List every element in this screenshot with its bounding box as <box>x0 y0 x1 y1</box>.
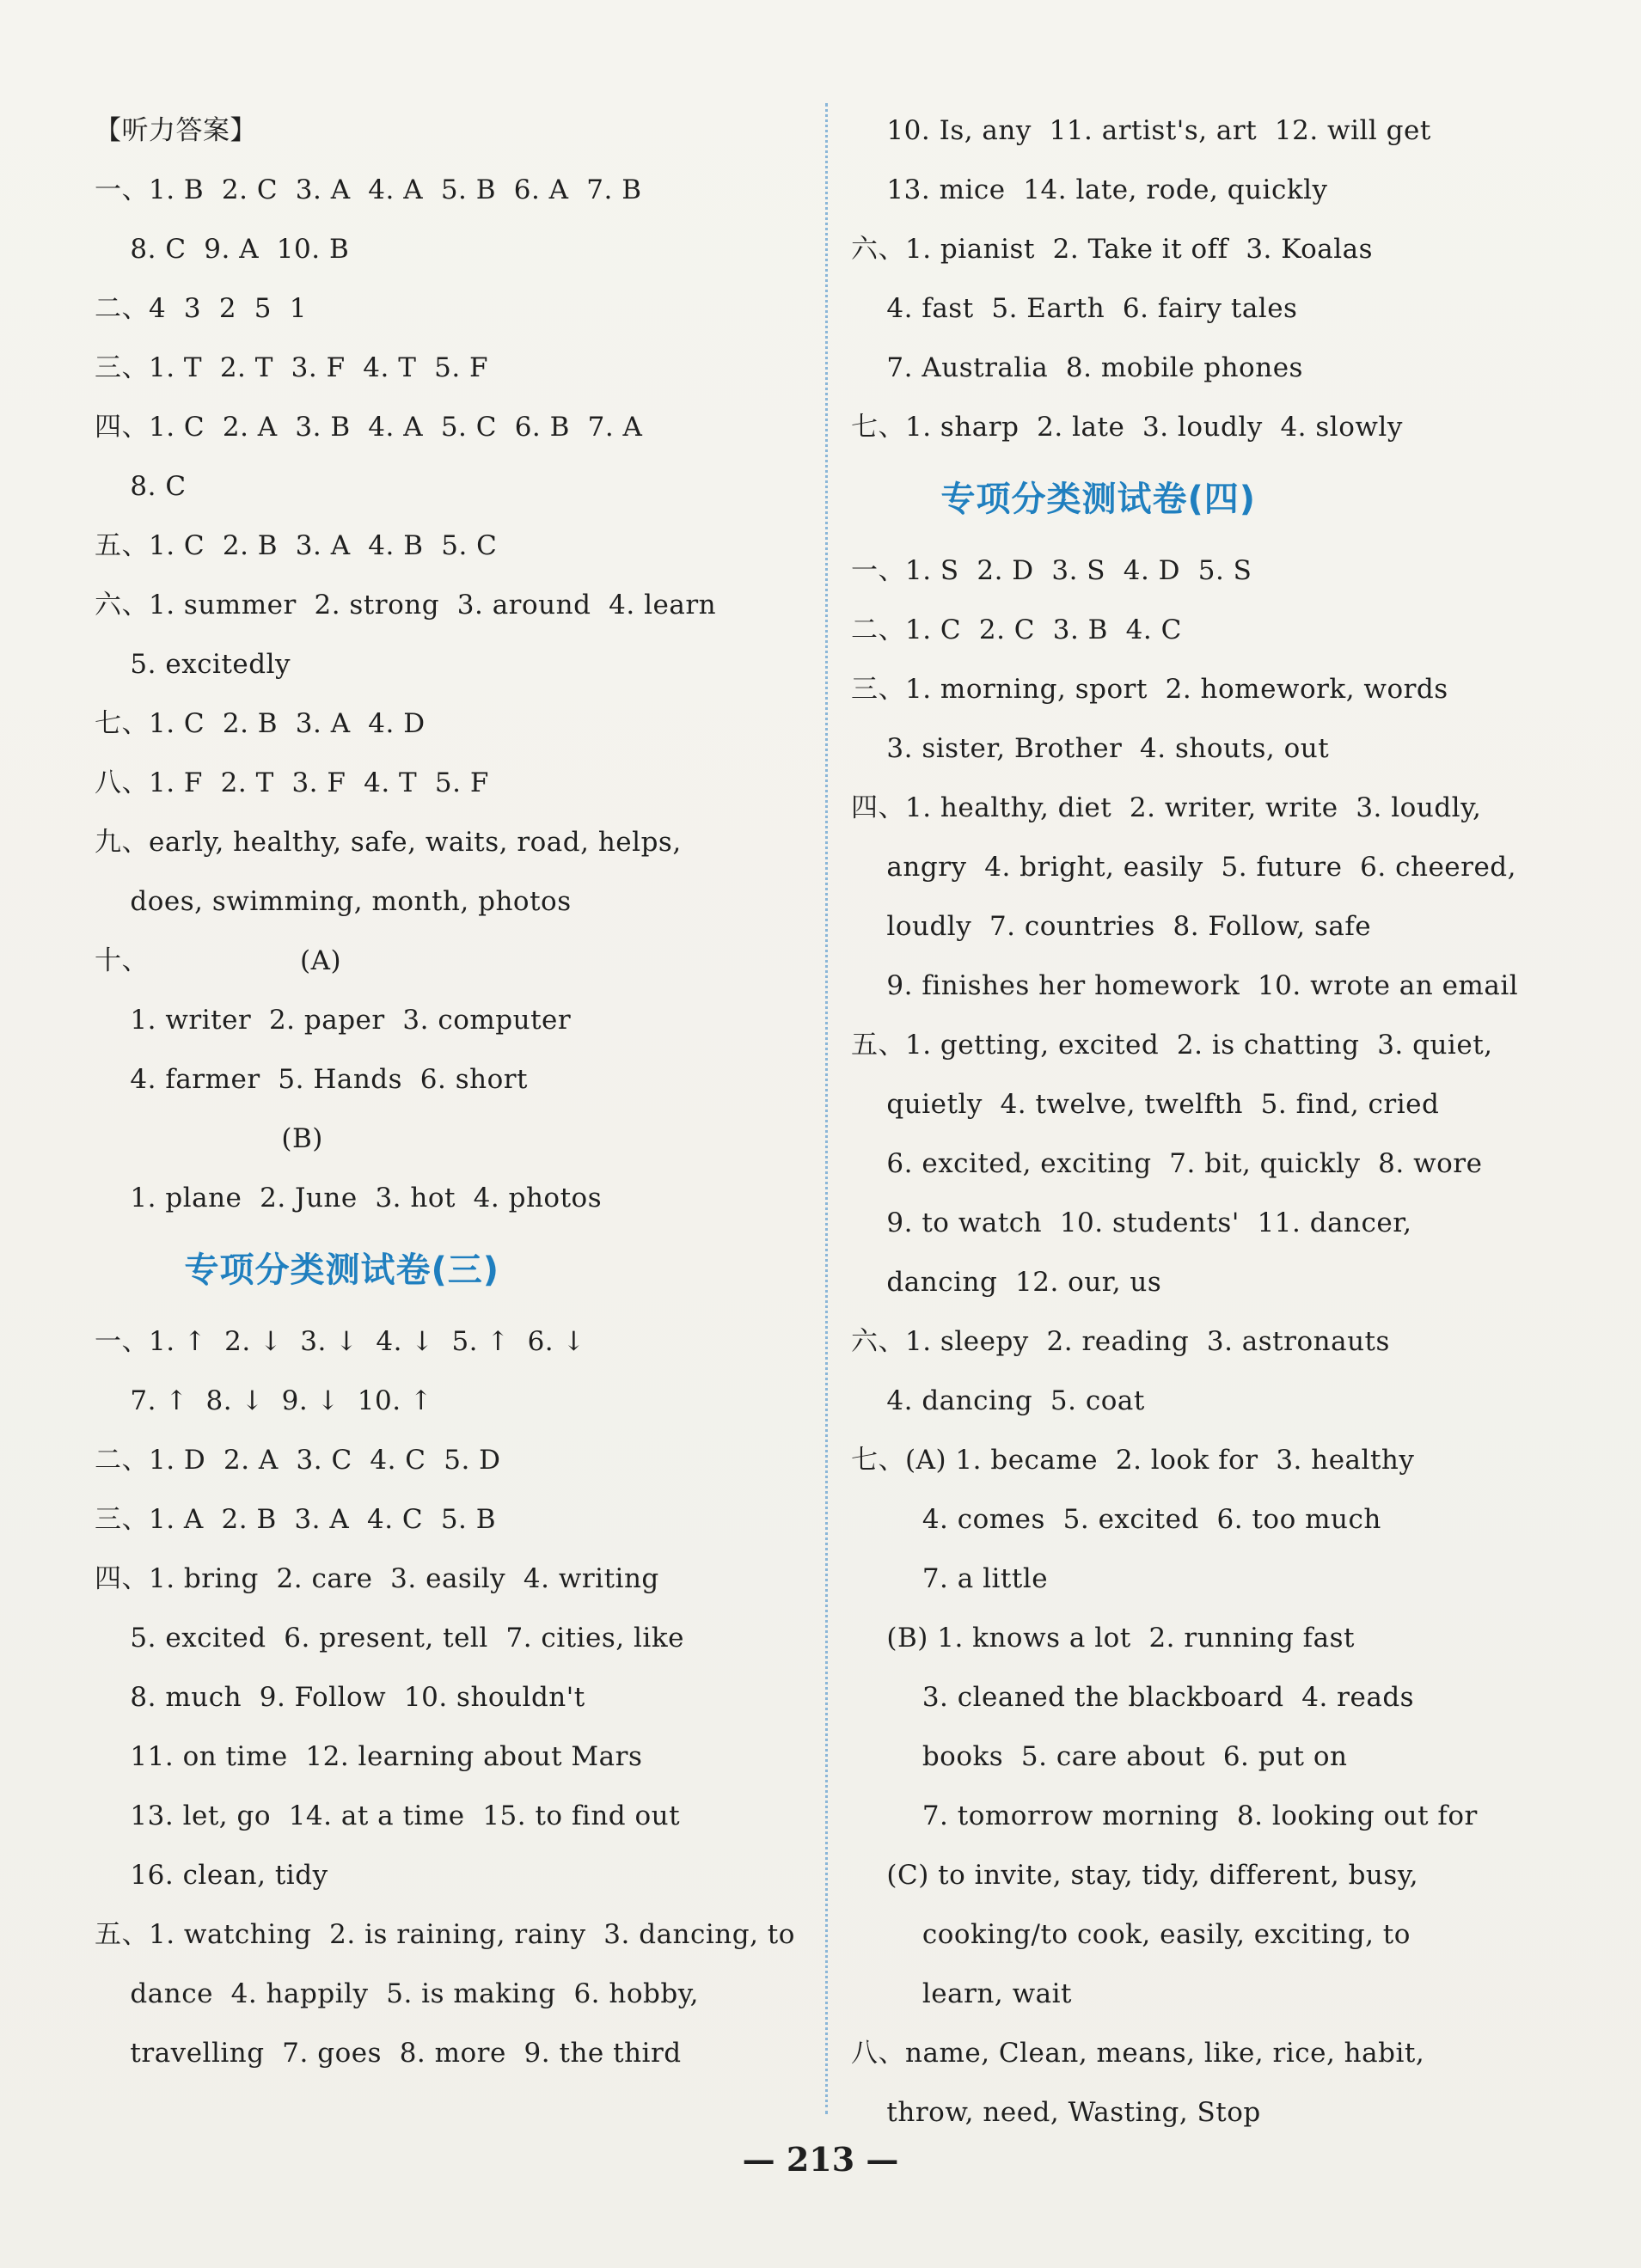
left-column <box>95 101 808 2083</box>
left-line: 二、4 3 2 5 1 <box>95 293 307 324</box>
right-line: (B) 1. knows a lot 2. running fast <box>851 1623 1356 1654</box>
left-line: 三、1. T 2. T 3. F 4. T 5. F <box>95 352 489 383</box>
left-line: 四、1. C 2. A 3. B 4. A 5. C 6. B 7. A <box>95 412 643 443</box>
left-line: travelling 7. goes 8. more 9. the third <box>95 2038 682 2069</box>
right-line: 7. Australia 8. mobile phones <box>851 352 1303 383</box>
left-line: 4. farmer 5. Hands 6. short <box>95 1064 529 1095</box>
left-line: 11. on time 12. learning about Mars <box>95 1741 643 1772</box>
section-heading: 专项分类测试卷(三) <box>95 1250 500 1290</box>
right-line: cooking/to cook, easily, exciting, to <box>851 1919 1411 1950</box>
right-line: 13. mice 14. late, rode, quickly <box>851 174 1328 205</box>
right-line: 9. finishes her homework 10. wrote an email <box>851 970 1519 1001</box>
right-line: (C) to invite, stay, tidy, different, busy, <box>851 1860 1419 1891</box>
right-line: loudly 7. countries 8. Follow, safe <box>851 911 1372 942</box>
left-line: (B) <box>95 1123 323 1154</box>
left-line: 六、1. summer 2. strong 3. around 4. learn <box>95 590 717 620</box>
left-line: dance 4. happily 5. is making 6. hobby, <box>95 1978 699 2009</box>
right-line: 三、1. morning, sport 2. homework, words <box>851 674 1448 705</box>
left-line: 【听力答案】 <box>95 115 257 146</box>
left-line: 8. much 9. Follow 10. shouldn't <box>95 1682 585 1713</box>
right-line: 六、1. pianist 2. Take it off 3. Koalas <box>851 234 1374 265</box>
left-line: 13. let, go 14. at a time 15. to find out <box>95 1800 681 1831</box>
right-line: dancing 12. our, us <box>851 1267 1162 1298</box>
section-heading: 专项分类测试卷(四) <box>851 480 1257 519</box>
right-line: books 5. care about 6. put on <box>851 1741 1348 1772</box>
left-line: 1. plane 2. June 3. hot 4. photos <box>95 1183 603 1213</box>
left-line: 九、early, healthy, safe, waits, road, helps, <box>95 827 682 858</box>
left-line: 1. writer 2. paper 3. computer <box>95 1005 572 1036</box>
right-line: 一、1. S 2. D 3. S 4. D 5. S <box>851 555 1252 586</box>
right-line: learn, wait <box>851 1978 1072 2009</box>
right-line: 七、1. sharp 2. late 3. loudly 4. slowly <box>851 412 1403 443</box>
column-divider <box>825 103 828 2114</box>
right-line: 4. dancing 5. coat <box>851 1385 1145 1416</box>
right-line: 9. to watch 10. students' 11. dancer, <box>851 1207 1412 1238</box>
left-line: 一、1. ↑ 2. ↓ 3. ↓ 4. ↓ 5. ↑ 6. ↓ <box>95 1326 585 1357</box>
right-line: 六、1. sleepy 2. reading 3. astronauts <box>851 1326 1390 1357</box>
left-line: 5. excitedly <box>95 649 291 680</box>
right-line: 四、1. healthy, diet 2. writer, write 3. loudly, <box>851 792 1482 823</box>
left-line: 8. C <box>95 471 187 502</box>
right-line: 五、1. getting, excited 2. is chatting 3. quiet, <box>851 1030 1493 1061</box>
left-line: 五、1. C 2. B 3. A 4. B 5. C <box>95 530 498 561</box>
left-line: 二、1. D 2. A 3. C 4. C 5. D <box>95 1445 501 1476</box>
right-line: 4. fast 5. Earth 6. fairy tales <box>851 293 1298 324</box>
right-line: 6. excited, exciting 7. bit, quickly 8. wore <box>851 1148 1483 1179</box>
left-line: 5. excited 6. present, tell 7. cities, like <box>95 1623 684 1654</box>
page-number: — 213 — <box>742 2140 899 2179</box>
left-line: 十、 (A) <box>95 945 342 976</box>
right-line: 4. comes 5. excited 6. too much <box>851 1504 1381 1535</box>
right-line: 7. tomorrow morning 8. looking out for <box>851 1800 1478 1831</box>
left-line: 七、1. C 2. B 3. A 4. D <box>95 708 426 739</box>
left-line: does, swimming, month, photos <box>95 886 572 917</box>
right-line: angry 4. bright, easily 5. future 6. cheered, <box>851 852 1516 883</box>
left-line: 四、1. bring 2. care 3. easily 4. writing <box>95 1563 659 1594</box>
left-line: 八、1. F 2. T 3. F 4. T 5. F <box>95 767 489 798</box>
right-line: 7. a little <box>851 1563 1049 1594</box>
right-column <box>851 101 1564 2143</box>
right-line: quietly 4. twelve, twelfth 5. find, cried <box>851 1089 1440 1120</box>
right-line: 八、name, Clean, means, like, rice, habit, <box>851 2038 1425 2069</box>
right-line: 3. sister, Brother 4. shouts, out <box>851 733 1330 764</box>
left-line: 16. clean, tidy <box>95 1860 328 1891</box>
left-line: 三、1. A 2. B 3. A 4. C 5. B <box>95 1504 497 1535</box>
left-line: 五、1. watching 2. is raining, rainy 3. dancing, to <box>95 1919 795 1950</box>
right-line: 3. cleaned the blackboard 4. reads <box>851 1682 1415 1713</box>
left-line: 7. ↑ 8. ↓ 9. ↓ 10. ↑ <box>95 1385 433 1416</box>
left-line: 一、1. B 2. C 3. A 4. A 5. B 6. A 7. B <box>95 174 642 205</box>
right-line: 10. Is, any 11. artist's, art 12. will get <box>851 115 1431 146</box>
right-line: 七、(A) 1. became 2. look for 3. healthy <box>851 1445 1415 1476</box>
right-line: throw, need, Wasting, Stop <box>851 2097 1261 2128</box>
right-line: 二、1. C 2. C 3. B 4. C <box>851 614 1182 645</box>
left-line: 8. C 9. A 10. B <box>95 234 350 265</box>
